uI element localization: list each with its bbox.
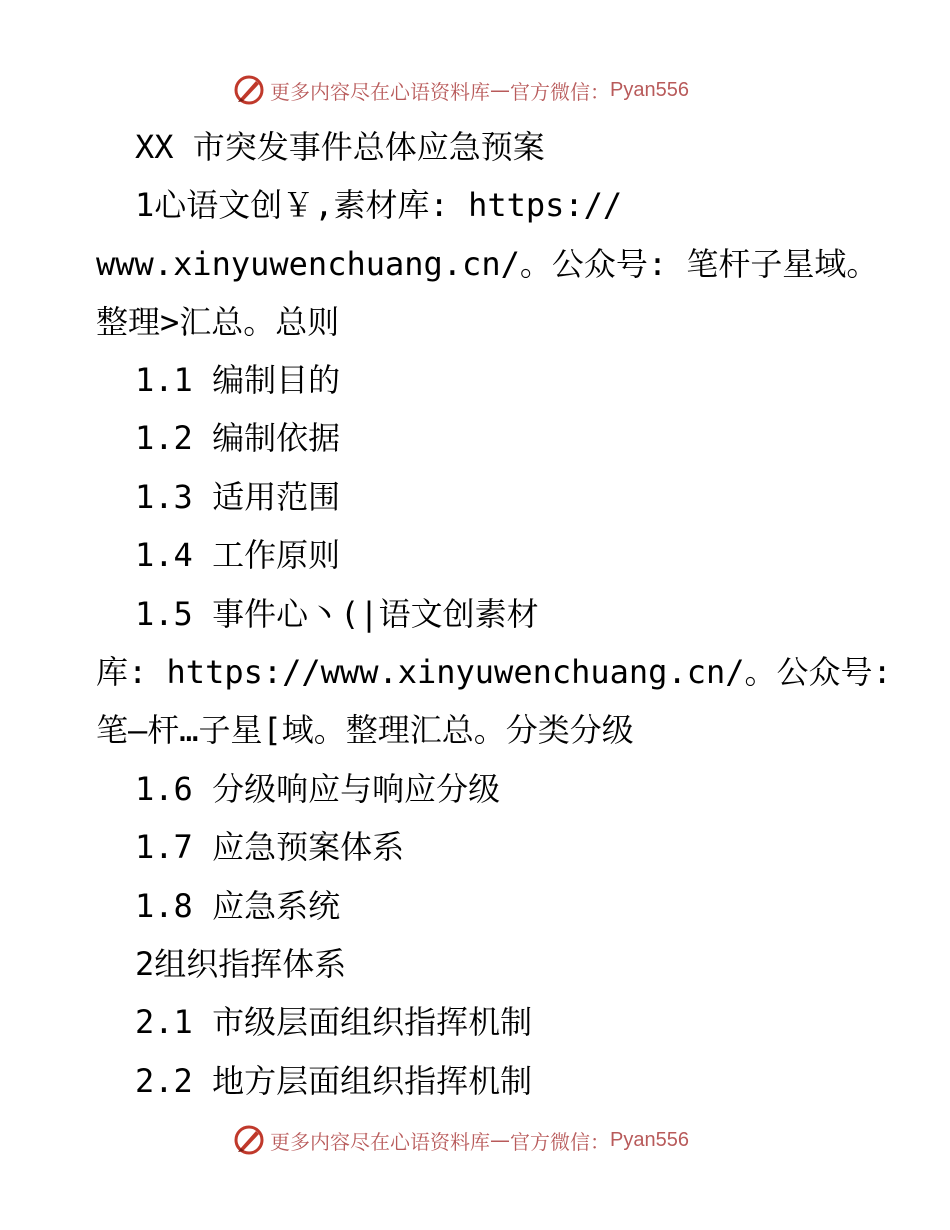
header-watermark-banner	[232, 72, 712, 108]
doc-line: www.xinyuwenchuang.cn/。公众号: 笔杆子星域。	[96, 245, 879, 283]
doc-line: 2.2 地方层面组织指挥机制	[135, 1062, 533, 1100]
doc-line: 1.3 适用范围	[135, 478, 341, 516]
banner-dash: —	[490, 78, 510, 102]
banner-site-text: 更多内容尽在心语资料库	[270, 79, 490, 104]
doc-line: 1.4 工作原则	[135, 536, 341, 574]
doc-title: XX 市突发事件总体应急预案	[135, 128, 545, 166]
banner-wechat-id: Pyan556	[610, 1128, 689, 1151]
brush-logo-icon	[232, 73, 266, 107]
doc-line: 1.7 应急预案体系	[135, 828, 405, 866]
doc-line: 2.1 市级层面组织指挥机制	[135, 1003, 533, 1041]
doc-line: 1.6 分级响应与响应分级	[135, 770, 501, 808]
banner-wechat-id: Pyan556	[610, 78, 689, 101]
banner-official-label: 官方微信：	[510, 79, 610, 104]
doc-line: 1心语文创￥,素材库: https://	[135, 186, 623, 224]
doc-line: 笔—杆…子星[域。整理汇总。分类分级	[96, 711, 634, 749]
doc-line: 1.2 编制依据	[135, 419, 341, 457]
doc-line: 1.8 应急系统	[135, 887, 341, 925]
footer-watermark-banner	[232, 1122, 712, 1158]
doc-line: 整理>汇总。总则	[96, 303, 340, 341]
brush-logo-icon	[232, 1123, 266, 1157]
doc-line: 2组织指挥体系	[135, 945, 347, 983]
doc-line: 1.1 编制目的	[135, 361, 341, 399]
banner-official-label: 官方微信：	[510, 1129, 610, 1154]
banner-dash: —	[490, 1128, 510, 1152]
doc-line: 库: https://www.xinyuwenchuang.cn/。公众号:	[96, 653, 892, 691]
doc-line: 1.5 事件心丶(|语文创素材	[135, 595, 539, 633]
banner-site-text: 更多内容尽在心语资料库	[270, 1129, 490, 1154]
